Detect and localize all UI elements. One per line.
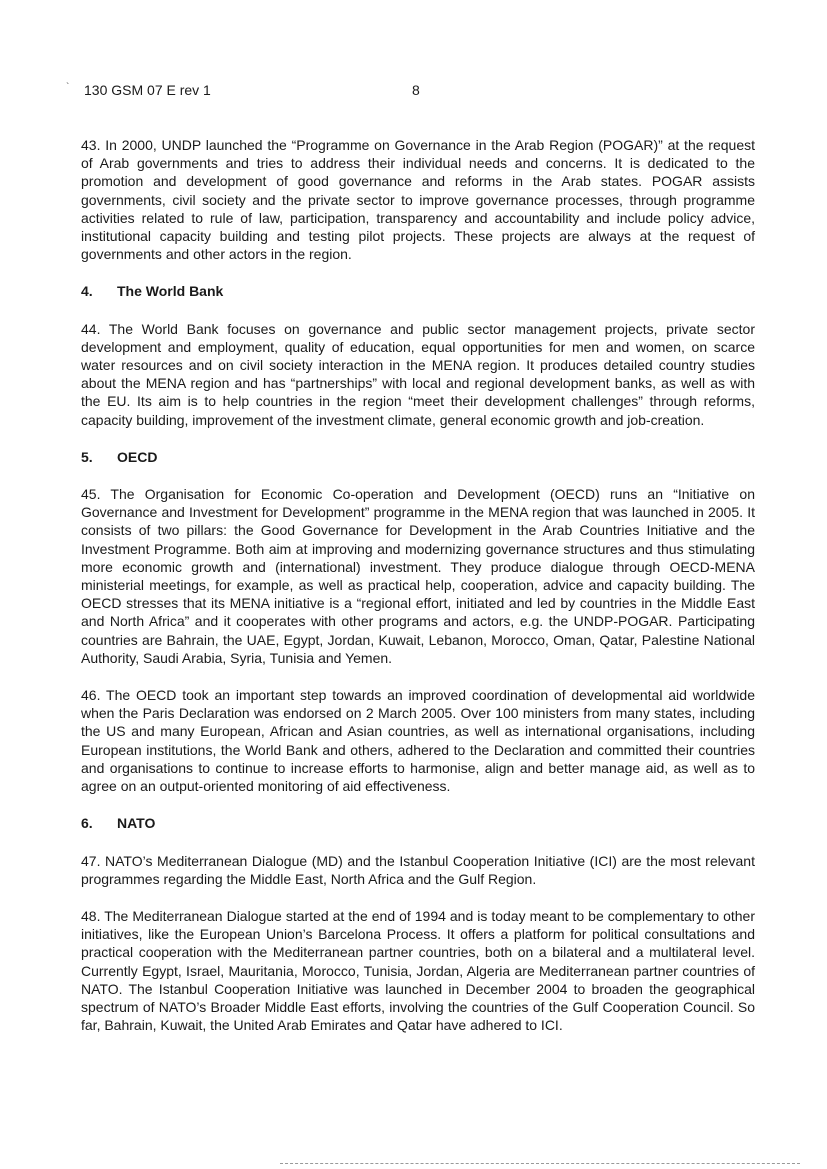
section-title: The World Bank (117, 283, 224, 300)
paragraph-44: 44. The World Bank focuses on governance and public sector management projects, private sector development and employment, quality of education, equal opportunities for men and women, on scarce water resources and on civil society interaction in the MENA region. It produces detailed country studies about the MENA region and has “partnerships” with local and regional development banks, as well as with the EU. Its aim is to help countries in the region “meet their development challenges” through reforms, capacity building, improvement of the investment climate, general economic growth and job-creation. (81, 320, 755, 428)
paragraph-43: 43. In 2000, UNDP launched the “Programme on Governance in the Arab Region (POGAR)” at the request of Arab governments and tries to address their individual needs and concerns. It is dedicated to the promotion and development of good governance and reforms in the Arab states. POGAR assists governments, civil society and the private sector to improve governance processes, through programme activities related to rule of law, participation, transparency and accountability and include policy advice, institutional capacity building and testing pilot projects. These projects are always at the request of governments and other actors in the region. (81, 137, 755, 263)
page-number: 8 (412, 82, 420, 98)
section-number: 5. (81, 448, 93, 465)
scan-edge-divider (280, 1163, 800, 1164)
section-title: NATO (117, 815, 156, 832)
paragraph-46: 46. The OECD took an important step towards an improved coordination of developmental aid worldwide when the Paris Declaration was endorsed on 2 March 2005. Over 100 ministers from many states, including the US and many European, African and Asian countries, as well as international organisations, including European institutions, the World Bank and others, adhered to the Declaration and committed their countries and organisations to continue to increase efforts to harmonise, align and better manage aid, as well as to agree on an output-oriented monitoring of aid effectiveness. (81, 687, 755, 795)
paragraph-45: 45. The Organisation for Economic Co-operation and Development (OECD) runs an “Initiative on Governance and Investment for Development” programme in the MENA region that was launched in 2005. It consists of two pillars: the Good Governance for Development in the Arab Countries Initiative and the Investment Programme. Both aim at improving and modernizing governance structures and thus stimulating more economic growth and (international) investment. They produce dialogue through OECD-MENA ministerial meetings, for example, as well as practical help, cooperation, advice and capacity building. The OECD stresses that its MENA initiative is a “regional effort, initiated and led by countries in the Middle East and North Africa” and it cooperates with other programs and actors, e.g. the UNDP-POGAR. Participating countries are Bahrain, the UAE, Egypt, Jordan, Kuwait, Lebanon, Morocco, Oman, Qatar, Palestine National Authority, Saudi Arabia, Syria, Tunisia and Yemen. (81, 486, 755, 666)
section-number: 4. (81, 283, 93, 300)
document-reference: 130 GSM 07 E rev 1 (84, 82, 211, 98)
section-number: 6. (81, 815, 93, 832)
section-heading-world-bank (81, 282, 755, 300)
document-body (81, 136, 755, 1053)
paragraph-48: 48. The Mediterranean Dialogue started at the end of 1994 and is today meant to be complementary to other initiatives, like the European Union’s Barcelona Process. It offers a platform for political consultations and practical cooperation with the Mediterranean partner countries, both on a bilateral and a multilateral level. Currently Egypt, Israel, Mauritania, Morocco, Tunisia, Jordan, Algeria are Mediterranean partner countries of NATO. The Istanbul Cooperation Initiative was launched in December 2004 to broaden the geographical spectrum of NATO’s Broader Middle East efforts, involving the countries of the Gulf Cooperation Council. So far, Bahrain, Kuwait, the United Arab Emirates and Qatar have adhered to ICI. (81, 907, 755, 1034)
section-heading-nato (81, 814, 755, 832)
paragraph-47: 47. NATO’s Mediterranean Dialogue (MD) and the Istanbul Cooperation Initiative (ICI) are the most relevant programmes regarding the Middle East, North Africa and the Gulf Region. (81, 852, 755, 887)
section-heading-oecd (81, 448, 755, 466)
section-title: OECD (117, 448, 158, 465)
scan-mark: ` (66, 82, 70, 93)
